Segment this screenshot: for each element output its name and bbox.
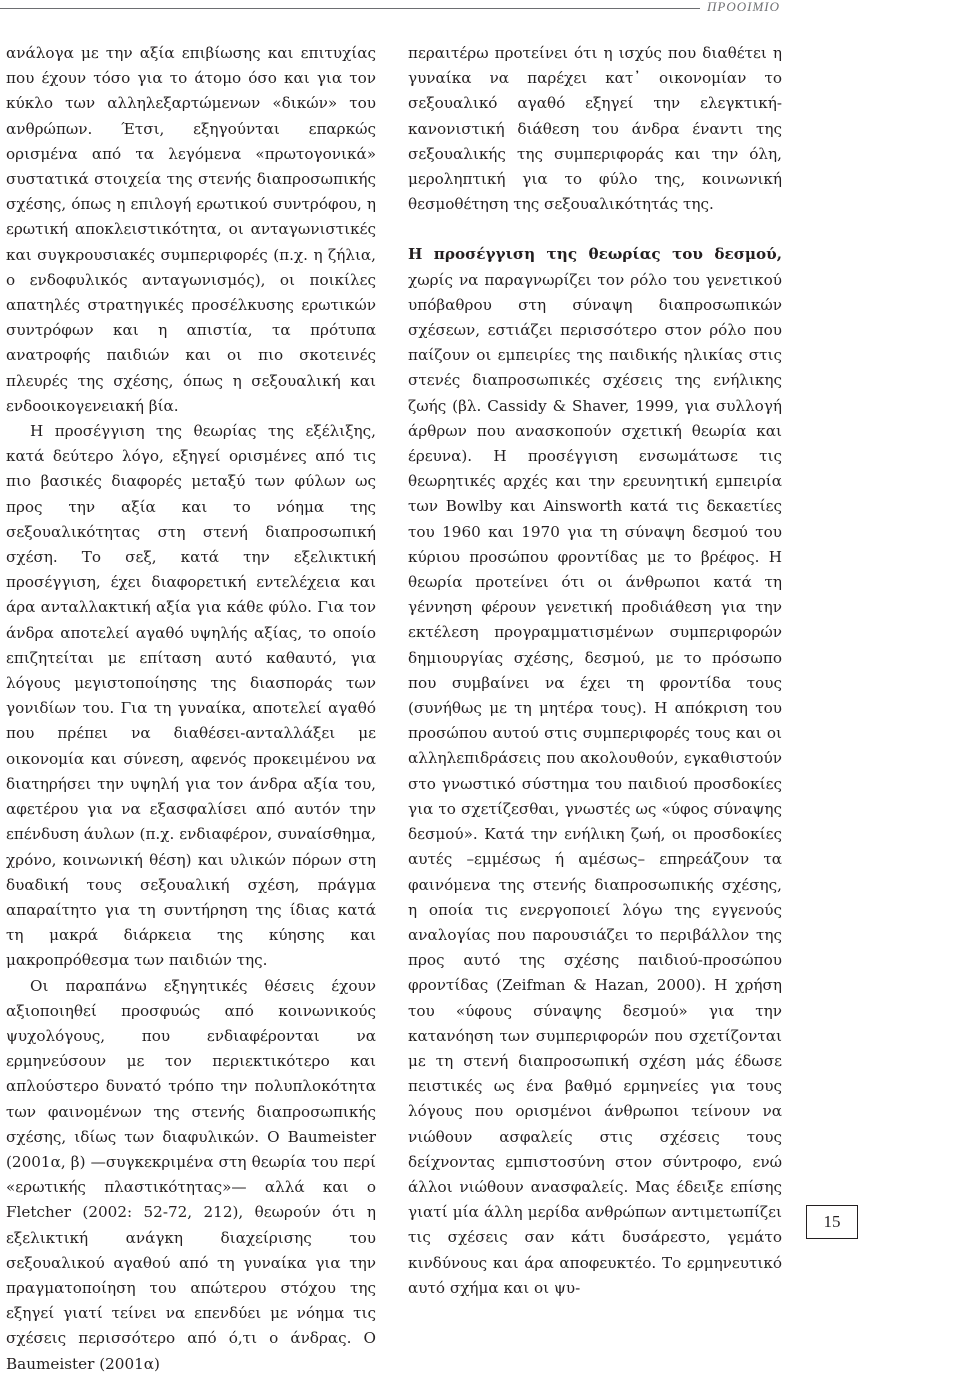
left-paragraph-3: Οι παραπάνω εξηγητικές θέσεις έχουν αξιοποιηθεί προσφυώς από κοινωνικούς ψυχολόγους, που ενδιαφέρονται να ερμηνεύσουν με τον περιεκτικότερο και απλούστερο δυνατό τρόπο την πολυπλοκότητα των φαινομένων της στενής διαπροσωπικής σχέσης, ιδίως των διαφυλικών. Ο Baumeister (2001α, β) —συγκεκριμένα στη θεωρία του περί «ερωτικής πλαστικότητας»— αλλά και ο Fletcher (2002: 52-72, 212), θεωρούν ότι η εξελικτική ανάγκη διαχείρισης του σεξουαλικού αγαθού από τη γυναίκα για την πραγματοποίηση του απώτερου στόχου της εξηγεί γιατί τείνει να επενδύει με νόημα τις σχέσεις περισσότερο από ό,τι ο άνδρας. Ο Baumeister (2001α) <box>6 976 376 1373</box>
running-head: ΠΡΟΟΙΜΙΟ <box>707 0 780 14</box>
section-lead-heading: Η προσέγγιση της θεωρίας του δεσμού, <box>408 245 782 264</box>
left-paragraph-1: ανάλογα με την αξία επιβίωσης και επιτυχίας που έχουν τόσο για το άτομο όσο και για τον κύκλο των αλληλεξαρτώμενων «δικών» του ανθρώπων. Έτσι, εξηγούνται επαρκώς ορισμένα από τα λεγόμενα «πρωτογονικά» συστατικά στοιχεία της στενής διαπροσωπικής σχέσης, όπως η επιλογή ερωτικού συντρόφου, η ερωτική αποκλειστικότητα, οι ανταγωνιστικές και συγκρουσιακές συμπεριφορές (π.χ. η ζήλια, ο ενδοφυλικός ανταγωνισμός), οι ποικίλες απατηλές στρατηγικές προσέλκυσης ερωτικών συντρόφων και η απιστία, τα πρότυπα ανατροφής παιδιών και οι πιο σκοτεινές πλευρές της σχέσης, όπως η σεξουαλική και ενδοοικογενειακή βία. <box>6 44 376 415</box>
left-paragraph-2: Η προσέγγιση της θεωρίας της εξέλιξης, κατά δεύτερο λόγο, εξηγεί ορισμένες από τις πιο βασικές διαφορές μεταξύ των φύλων ως προς την αξία και το νόημα της σεξουαλικότητας στη στενή διαπροσωπική σχέση. Το σεξ, κατά την εξελικτική προσέγγιση, έχει διαφορετική εντελέχεια και άρα ανταλλακτική αξία για κάθε φύλο. Για τον άνδρα αποτελεί αγαθό υψηλής αξίας, το οποίο επιζητείται με επίταση αυτό καθαυτό, για λόγους μεγιστοποίησης της διασποράς των γονιδίων του. Για τη γυναίκα, αποτελεί αγαθό που πρέπει να διαθέσει-ανταλλάξει με οικονομία και σύνεση, αφενός προκειμένου να διατηρήσει την υψηλή για τον άνδρα αξία του, αφετέρου για να εξασφαλίσει από αυτόν την επένδυση άυλων (π.χ. ενδιαφέρον, συναίσθημα, χρόνο, κοινωνική θέση) και υλικών πόρων στη δυαδική τους σεξουαλική σχέση, πράγμα απαραίτητο για τη συντήρηση της ίδιας κατά τη μακρά διάρκεια της κύησης και μακροπρόθεσμα των παιδιών της. <box>6 422 376 970</box>
page-number: 15 <box>806 1205 858 1239</box>
header-rule <box>0 8 700 9</box>
right-paragraph-1: περαιτέρω προτείνει ότι η ισχύς που διαθέτει η γυναίκα να παρέχει κατ᾽ οικονομίαν το σεξουαλικό αγαθό εξηγεί την ελεγκτική-κανονιστική διάθεση του άνδρα έναντι της σεξουαλικής της συμπεριφοράς και την όλη, μεροληπτική για το φύλο της, κοινωνική θεσμοθέτηση της σεξουαλικότητάς της. <box>408 44 782 214</box>
right-paragraph-2 <box>408 242 782 1301</box>
right-column <box>408 41 782 1301</box>
right-paragraph-2-body: χωρίς να παραγνωρίζει τον ρόλο του γενετικού υπόβαθρου στη σύναψη διαπροσωπικών σχέσεων, εστιάζει περισσότερο στον ρόλο που παίζουν οι εμπειρίες της παιδικής ηλικίας στις στενές διαπροσωπικές σχέσεις της ενήλικης ζωής (βλ. Cassidy & Shaver, 1999, για συλλογή άρθρων που ανασκοπούν σχετική θεωρία και έρευνα). Η προσέγγιση ενσωμάτωσε τις θεωρητικές αρχές και την ερευνητική εμπειρία των Bowlby και Ainsworth κατά τις δεκαετίες του 1960 και 1970 για τη σύναψη δεσμού του κύριου προσώπου φροντίδας με το βρέφος. Η θεωρία προτείνει ότι οι άνθρωποι κατά τη γέννηση φέρουν γενετική προδιάθεση για την εκτέλεση προγραμματισμένων συμπεριφορών δημιουργίας σχέσης, δεσμού, με το πρόσωπο που συμβαίνει να έχει τη φροντίδα τους (συνήθως με τη μητέρα τους). Η απόκριση του προσώπου αυτού στις συμπεριφορές τους και οι αλληλεπιδράσεις που ακολουθούν, εγκαθιστούν στο γνωστικό σύστημα του παιδιού προσδοκίες για το σχετίζεσθαι, γνωστές ως «ύφος σύναψης δεσμού». Κατά την ενήλικη ζωή, οι προσδοκίες αυτές –εμμέσως ή αμέσως– επηρεάζουν τα φαινόμενα της στενής διαπροσωπικής σχέσης, η οποία τις ενεργοποιεί λόγω της εγγενούς αναλογίας που παρουσιάζει το περιβάλλον της προς αυτό της σχέσης παιδιού-προσώπου φροντίδας (Zeifman & Hazan, 2000). Η χρήση του «ύφους σύναψης δεσμού» για την κατανόηση των συμπεριφορών που σχετίζονται με τη στενή διαπροσωπική σχέση μάς έδωσε πειστικές ως ένα βαθμό ερμηνείες για τους λόγους που ορισμένοι άνθρωποι τείνουν να νιώθουν ασφαλείς στις σχέσεις τους δείχνοντας εμπιστοσύνη στον σύντροφο, ενώ άλλοι νιώθουν ανασφαλείς. Μας έδειξε επίσης γιατί μία άλλη μερίδα ανθρώπων αντιμετωπίζει τις σχέσεις σαν κάτι δυσάρεστο, γεμάτο κινδύνους και άρα αποφευκτέο. Το ερμηνευτικό αυτό σχήμα και οι ψυ- <box>408 270 782 1297</box>
left-column <box>6 41 376 1377</box>
